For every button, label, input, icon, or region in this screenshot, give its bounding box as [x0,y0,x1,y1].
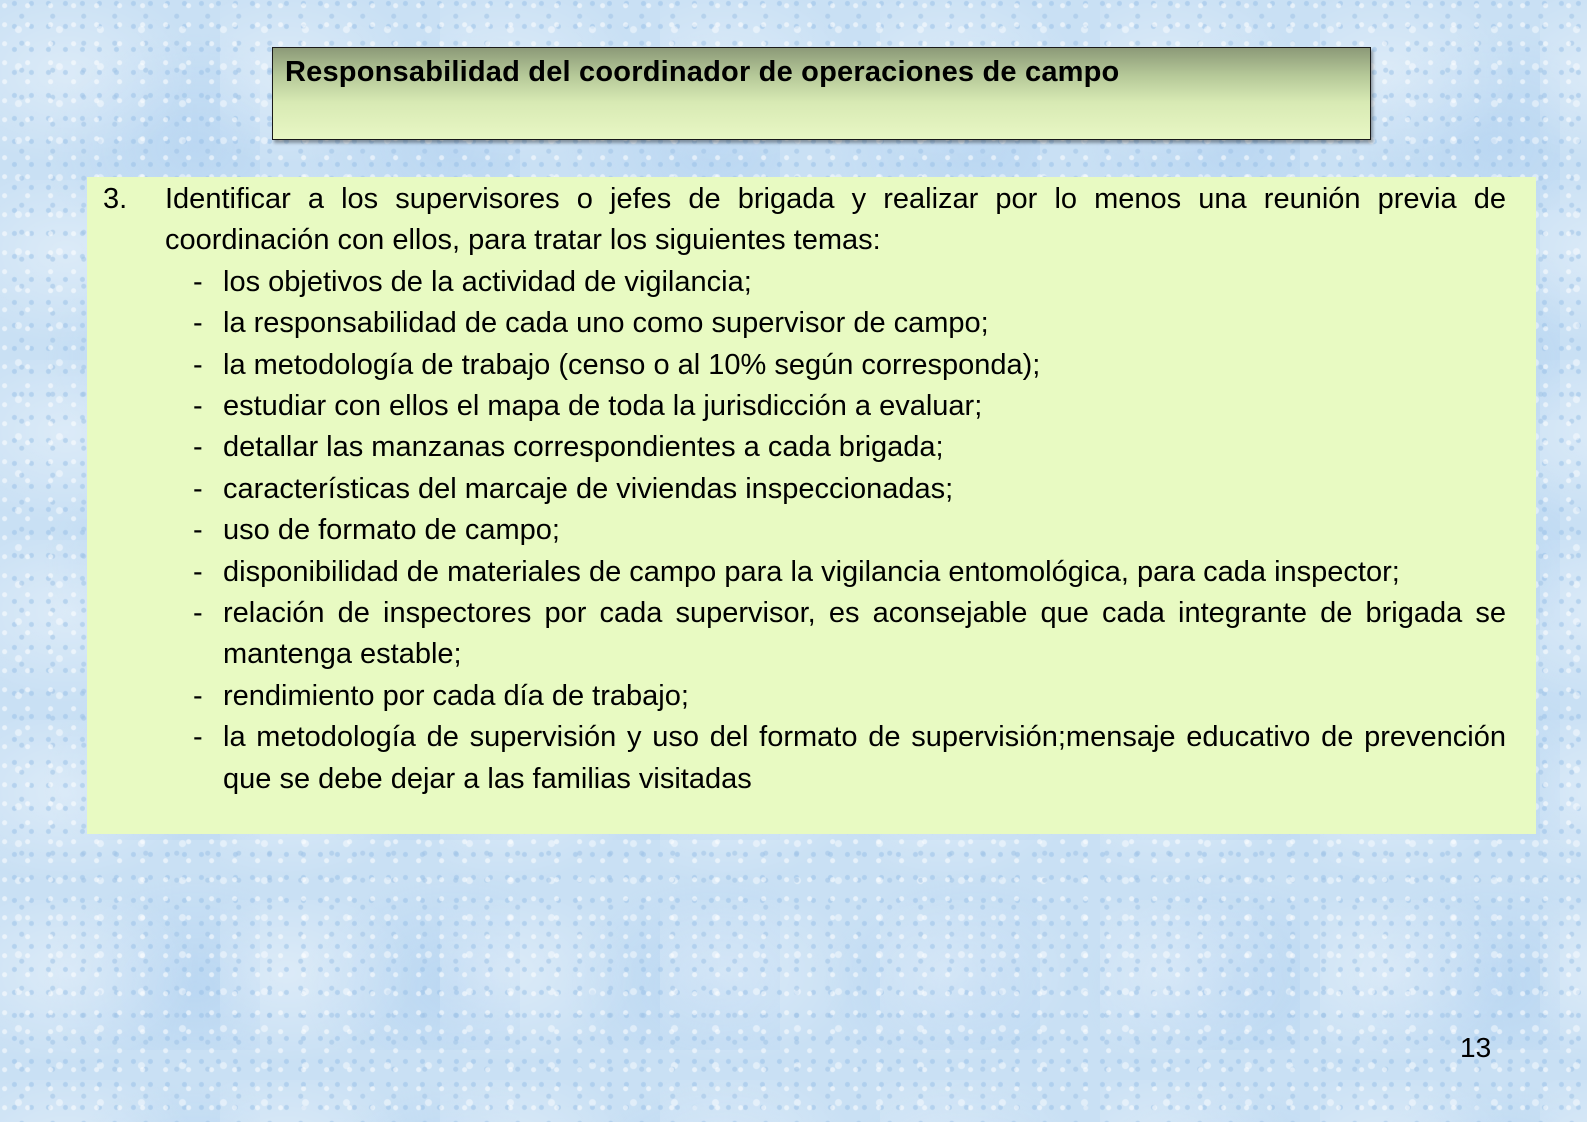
sub-item-text: los objetivos de la actividad de vigilancia; [223,265,752,298]
sub-item-text: estudiar con ellos el mapa de toda la jurisdicción a evaluar; [223,390,983,423]
sub-item-text: disponibilidad de materiales de campo para la vigilancia entomológica, para cada inspector; [223,555,1400,588]
sub-item [193,303,1506,344]
list-item-3 [103,179,1506,800]
sub-item-text: uso de formato de campo; [223,514,560,547]
slide-title: Responsabilidad del coordinador de operaciones de campo [285,56,1120,88]
sub-item-text: características del marcaje de viviendas inspeccionadas; [223,472,954,505]
bullet-dash: - [193,597,203,630]
sub-item [193,262,1506,303]
sub-item-text: relación de inspectores por cada supervisor, es aconsejable que cada integrante de brigada se mantenga estable; [223,597,1506,671]
title-box [272,47,1371,140]
sub-item [193,469,1506,510]
sub-item-text: rendimiento por cada día de trabajo; [223,679,689,712]
sub-item [193,593,1506,676]
bullet-dash: - [193,472,203,505]
sub-item [193,510,1506,551]
sub-list [103,262,1506,800]
item-text: Identificar a los supervisores o jefes de brigada y realizar por lo menos una reunión previa de coordinación con ellos, para tratar los siguientes temas: [165,183,1506,257]
bullet-dash: - [193,514,203,547]
item-heading [103,179,1506,262]
sub-item-text: la metodología de trabajo (censo o al 10% según corresponda); [223,348,1041,381]
sub-item [193,427,1506,468]
bullet-dash: - [193,390,203,423]
sub-item-text: detallar las manzanas correspondientes a cada brigada; [223,431,944,464]
bullet-dash: - [193,431,203,464]
page-number: 13 [1460,1032,1492,1063]
content-box [87,177,1536,834]
bullet-dash: - [193,555,203,588]
sub-item [193,386,1506,427]
sub-item [193,676,1506,717]
bullet-dash: - [193,348,203,381]
bullet-dash: - [193,265,203,298]
sub-item [193,345,1506,386]
sub-item-text: la metodología de supervisión y uso del formato de supervisión;mensaje educativo de prevención que se debe dejar a las familias visitadas [223,721,1506,795]
bullet-dash: - [193,307,203,340]
sub-item-text: la responsabilidad de cada uno como supervisor de campo; [223,307,989,340]
sub-item [193,717,1506,800]
bullet-dash: - [193,721,203,754]
sub-item [193,552,1506,593]
bullet-dash: - [193,679,203,712]
item-number: 3. [103,183,128,215]
